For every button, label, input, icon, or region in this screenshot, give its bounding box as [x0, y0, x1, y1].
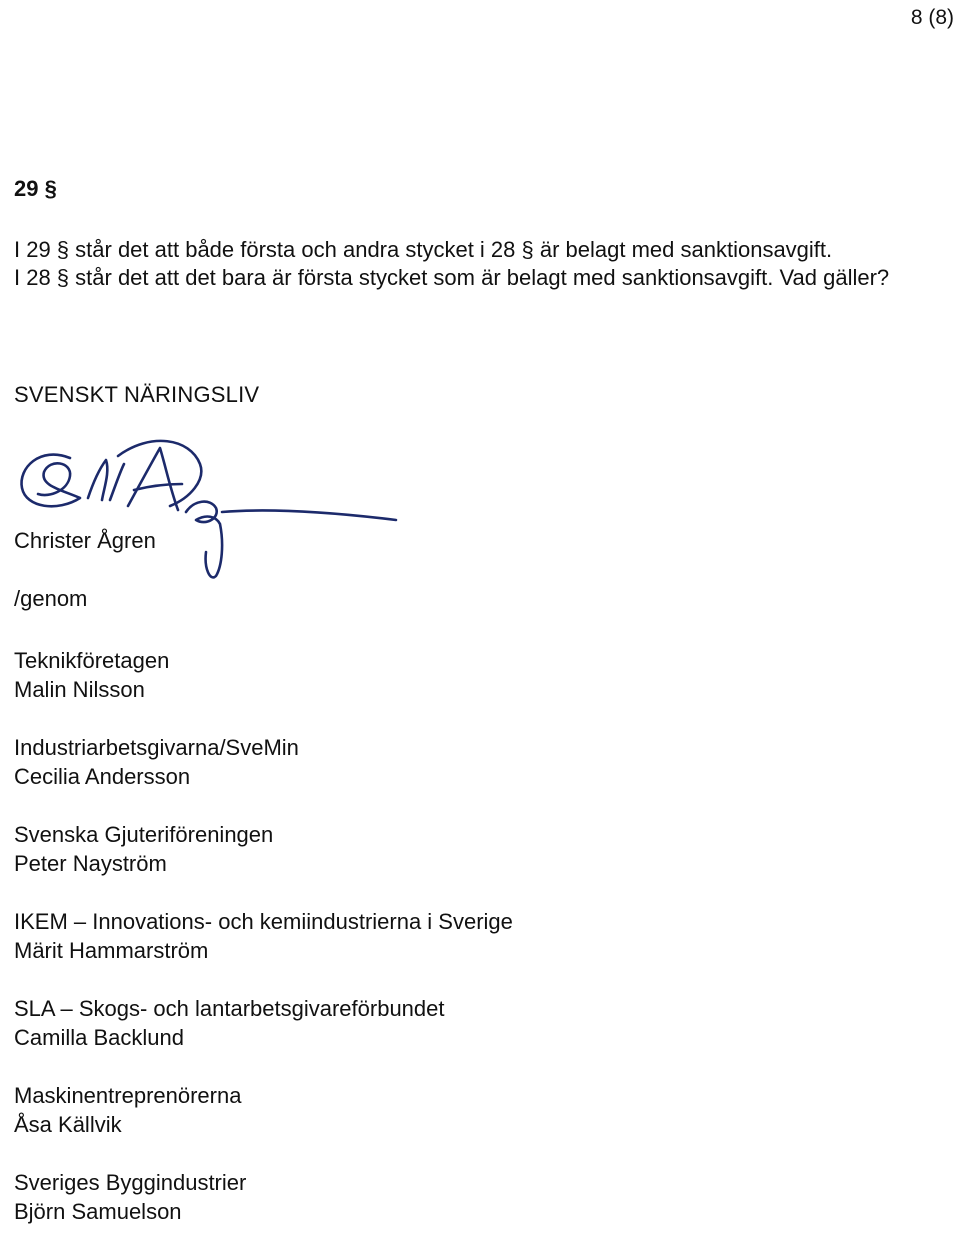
sender-organization: SVENSKT NÄRINGSLIV — [14, 382, 260, 407]
signatory-organization: SLA – Skogs- och lantarbetsgivareförbundet — [14, 996, 445, 1021]
signatory-person: Åsa Källvik — [14, 1112, 122, 1137]
signatory-organization: Sveriges Byggindustrier — [14, 1170, 247, 1195]
signatory-organization: Maskinentreprenörerna — [14, 1083, 242, 1108]
signatory-person: Camilla Backlund — [14, 1025, 184, 1050]
page-number: 8 (8) — [910, 6, 954, 29]
signatory-person: Märit Hammarström — [14, 938, 209, 963]
signatory-organization: Industriarbetsgivarna/SveMin — [14, 735, 299, 760]
signatory-organization: Teknikföretagen — [14, 648, 170, 673]
via-label: /genom — [14, 586, 88, 611]
signer-name: Christer Ågren — [14, 528, 156, 553]
signatory-person: Björn Samuelson — [14, 1199, 182, 1224]
signatory-organization: IKEM – Innovations- och kemiindustrierna i Sverige — [14, 909, 513, 934]
signatory-entry — [14, 733, 513, 791]
section-heading: 29 § — [14, 176, 57, 201]
signatory-person: Cecilia Andersson — [14, 764, 191, 789]
signatory-person: Malin Nilsson — [14, 677, 145, 702]
signatory-entry — [14, 994, 513, 1052]
handwritten-signature — [10, 428, 410, 588]
signatory-entry — [14, 1081, 513, 1139]
signatory-organization: Svenska Gjuteriföreningen — [14, 822, 274, 847]
signatory-entry — [14, 907, 513, 965]
signatory-entry — [14, 1168, 513, 1226]
signatory-person: Peter Nayström — [14, 851, 167, 876]
question-line: I 28 § står det att det bara är första stycket som är belagt med sanktionsavgift. Vad gäller? — [14, 265, 890, 290]
signatory-entry — [14, 646, 513, 704]
signatory-list — [14, 646, 513, 1255]
question-text — [14, 236, 954, 292]
question-line: I 29 § står det att både första och andra stycket i 28 § är belagt med sanktionsavgift. — [14, 237, 833, 262]
signatory-entry — [14, 820, 513, 878]
